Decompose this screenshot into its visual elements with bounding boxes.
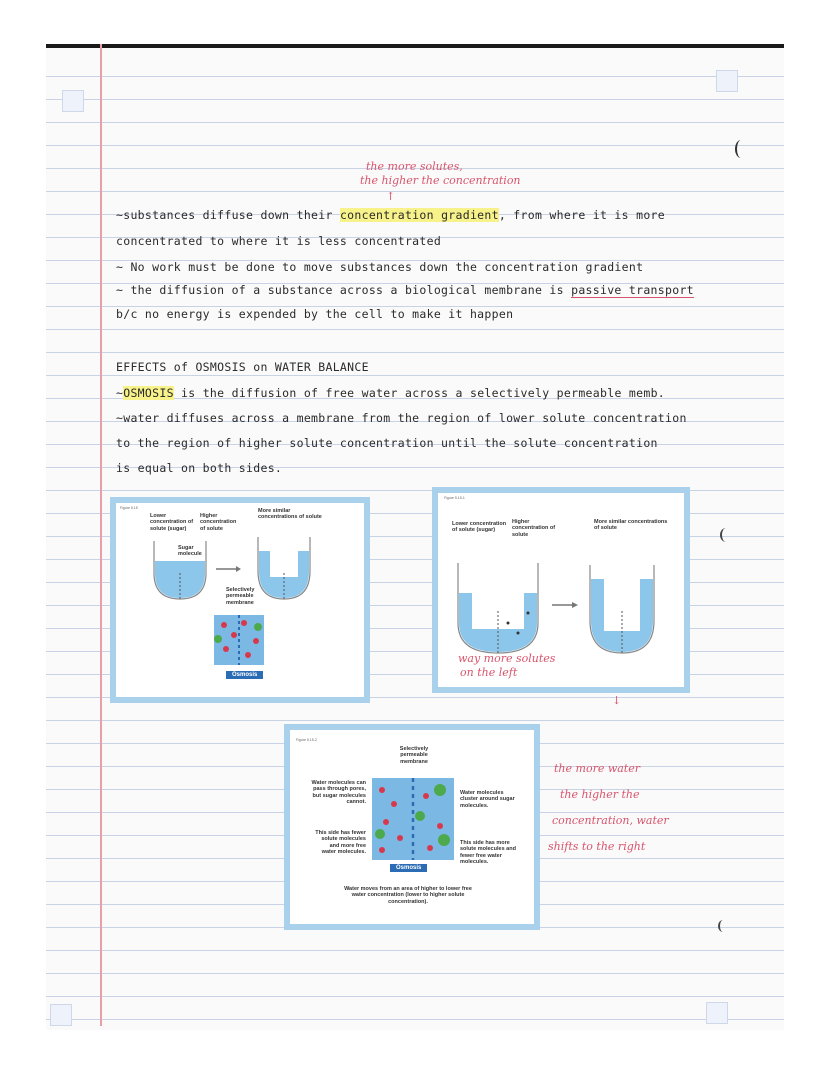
- fig2-annotation-line1: way more solutes: [458, 652, 556, 665]
- note-line-4: ~ the diffusion of a substance across a biological membrane is passive transport: [116, 283, 694, 297]
- fig1-u-tubes-diagram: [116, 503, 352, 685]
- fig1-membrane-label: Selectively permeable membrane: [226, 587, 255, 606]
- osmosis-line-4: is equal on both sides.: [116, 461, 283, 475]
- arrow-up-icon: ↑: [386, 190, 396, 203]
- note-line-3: ~ No work must be done to move substances down the concentration gradient: [116, 260, 644, 274]
- right-annotation-line3: concentration, water: [552, 814, 669, 827]
- right-annotation-line4: shifts to the right: [548, 840, 646, 853]
- arrow-down-icon: ↓: [612, 694, 622, 707]
- corner-mark-icon: [62, 90, 84, 112]
- corner-mark-icon: [50, 1004, 72, 1026]
- note-line-1: ~substances diffuse down their concentration gradient, from where it is more: [116, 208, 666, 222]
- fig3-membrane-diagram: [290, 730, 522, 912]
- fig2-similar-label: More similar concentrations of solute: [594, 519, 668, 532]
- fig2-annotation-line2: on the left: [460, 666, 518, 679]
- fig1-lower-label: Lower concentration of solute (sugar): [150, 513, 194, 532]
- figure-osmosis-1: [110, 497, 370, 703]
- fig2-higher-label: Higher concentration of solute: [512, 519, 556, 538]
- annotation-top-line1: the more solutes,: [366, 160, 463, 173]
- fig3-right-text-1: Water molecules cluster around sugar molecules.: [460, 790, 515, 809]
- ring-hole-icon: [718, 920, 728, 932]
- fig3-right-text-2: This side has more solute molecules and fewer free water molecules.: [460, 840, 516, 865]
- right-annotation-line2: the higher the: [560, 788, 640, 801]
- fig3-bottom-caption: Water moves from an area of higher to lower free water concentration (lower to higher solute concentration).: [344, 886, 472, 905]
- fig3-membrane-label: Selectively permeable membrane: [399, 746, 429, 765]
- fig1-osmosis-arrow: Osmosis: [226, 671, 263, 679]
- note-line-2: concentrated to where it is less concentrated: [116, 234, 442, 248]
- osmosis-line-2: ~water diffuses across a membrane from the region of lower solute concentration: [116, 411, 687, 425]
- right-annotation-line1: the more water: [554, 762, 640, 775]
- fig3-osmosis-arrow: Osmosis: [390, 864, 427, 872]
- figure-label: Figure 5.15: [120, 506, 138, 510]
- fig3-left-text-1: Water molecules can pass through pores, but sugar molecules cannot.: [311, 780, 366, 805]
- fig1-higher-label: Higher concentration of solute: [200, 513, 237, 532]
- note-line-5: b/c no energy is expended by the cell to make it happen: [116, 307, 514, 321]
- ring-hole-icon: [720, 528, 732, 542]
- annotation-top-line2: the higher the concentration: [360, 174, 521, 187]
- figure-label: Figure 5.15-1: [444, 496, 465, 500]
- figure-osmosis-3: [284, 724, 540, 930]
- ring-hole-icon: [735, 140, 747, 158]
- fig2-lower-label: Lower concentration of solute (sugar): [452, 521, 507, 534]
- section-heading: EFFECTS of OSMOSIS on WATER BALANCE: [116, 360, 369, 374]
- osmosis-line-3: to the region of higher solute concentration until the solute concentration: [116, 436, 658, 450]
- osmosis-line-1: ~OSMOSIS is the diffusion of free water across a selectively permeable memb.: [116, 386, 666, 400]
- corner-mark-icon: [716, 70, 738, 92]
- fig1-similar-label: More similar concentrations of solute: [258, 508, 322, 521]
- figure-label: Figure 5.15-2: [296, 738, 317, 742]
- corner-mark-icon: [706, 1002, 728, 1024]
- fig3-left-text-2: This side has fewer solute molecules and more free water molecules.: [315, 830, 366, 855]
- margin-line: [100, 44, 102, 1026]
- fig1-sugar-label: Sugar molecule: [178, 545, 202, 558]
- fig2-u-tubes-diagram: [438, 493, 672, 675]
